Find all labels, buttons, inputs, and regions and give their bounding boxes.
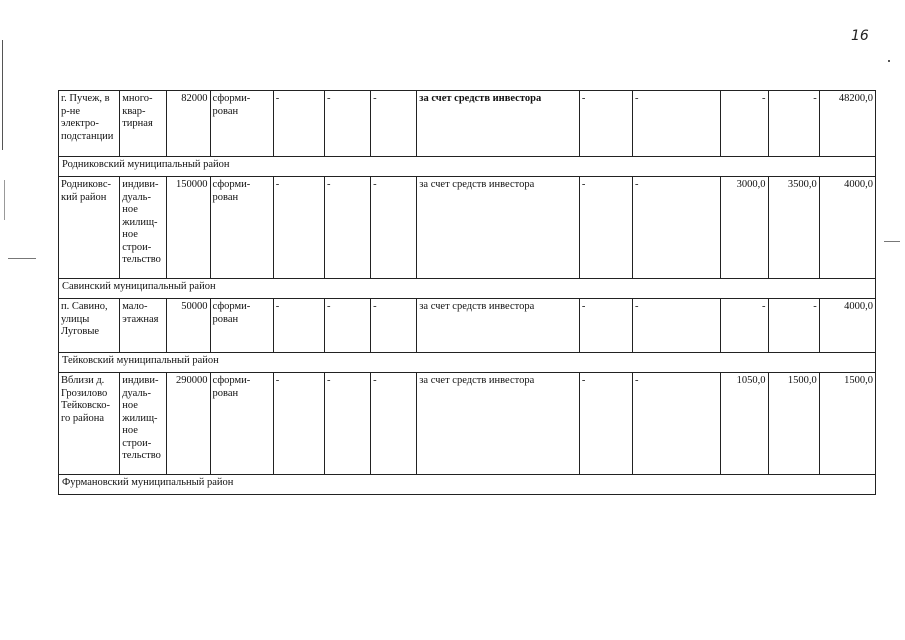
col5-cell: - (273, 299, 324, 353)
col5-cell: - (273, 373, 324, 475)
col10-cell: - (633, 373, 721, 475)
district-row (59, 279, 876, 299)
area-cell: 82000 (167, 91, 210, 157)
table-row (59, 177, 876, 279)
col13-cell: 48200,0 (819, 91, 875, 157)
col6-cell: - (324, 373, 370, 475)
col10-cell: - (633, 177, 721, 279)
district-label: Родниковский муниципальный район (59, 157, 876, 177)
col11-cell: 1050,0 (721, 373, 768, 475)
area-cell: 150000 (167, 177, 210, 279)
col7-cell: - (371, 299, 417, 353)
funding-cell: за счет средств инвестора (417, 299, 580, 353)
col12-cell: 3500,0 (768, 177, 819, 279)
building-type-cell: мало-этажная (120, 299, 167, 353)
location-cell: п. Савино, улицы Луговые (59, 299, 120, 353)
district-row (59, 157, 876, 177)
col7-cell: - (371, 91, 417, 157)
col12-cell: - (768, 299, 819, 353)
col6-cell: - (324, 177, 370, 279)
status-cell: сформи-рован (210, 299, 273, 353)
col10-cell: - (633, 299, 721, 353)
funding-cell: за счет средств инвестора (417, 373, 580, 475)
status-cell: сформи-рован (210, 177, 273, 279)
col13-cell: 4000,0 (819, 299, 875, 353)
col13-cell: 1500,0 (819, 373, 875, 475)
building-type-cell: много-квар-тирная (120, 91, 167, 157)
scan-dash (8, 258, 36, 259)
table-row (59, 299, 876, 353)
district-row (59, 353, 876, 373)
funding-cell: за счет средств инвестора (417, 91, 580, 157)
area-cell: 290000 (167, 373, 210, 475)
page-number: 16 (851, 28, 869, 44)
location-cell: Родниковс-кий район (59, 177, 120, 279)
col6-cell: - (324, 91, 370, 157)
district-label: Савинский муниципальный район (59, 279, 876, 299)
scan-margin-line (2, 40, 3, 150)
col5-cell: - (273, 91, 324, 157)
scan-margin-line (4, 180, 5, 220)
housing-sites-table (58, 90, 876, 495)
district-label: Фурмановский муниципальный район (59, 475, 876, 495)
col9-cell: - (579, 373, 632, 475)
col5-cell: - (273, 177, 324, 279)
col13-cell: 4000,0 (819, 177, 875, 279)
col11-cell: - (721, 299, 768, 353)
building-type-cell: индиви-дуаль-ное жилищ-ное строи-тельство (120, 373, 167, 475)
col6-cell: - (324, 299, 370, 353)
col9-cell: - (579, 177, 632, 279)
scan-dash (884, 241, 900, 242)
building-type-cell: индиви-дуаль-ное жилищ-ное строи-тельство (120, 177, 167, 279)
status-cell: сформи-рован (210, 373, 273, 475)
district-row (59, 475, 876, 495)
col12-cell: 1500,0 (768, 373, 819, 475)
table-row (59, 373, 876, 475)
table-row (59, 91, 876, 157)
funding-cell: за счет средств инвестора (417, 177, 580, 279)
col10-cell: - (633, 91, 721, 157)
district-label: Тейковский муниципальный район (59, 353, 876, 373)
col9-cell: - (579, 299, 632, 353)
location-cell: г. Пучеж, в р-не электро-подстанции (59, 91, 120, 157)
scan-dot (888, 60, 890, 62)
col7-cell: - (371, 177, 417, 279)
col12-cell: - (768, 91, 819, 157)
col11-cell: 3000,0 (721, 177, 768, 279)
col7-cell: - (371, 373, 417, 475)
col9-cell: - (579, 91, 632, 157)
status-cell: сформи-рован (210, 91, 273, 157)
area-cell: 50000 (167, 299, 210, 353)
location-cell: Вблизи д. Грозилово Тейковско-го района (59, 373, 120, 475)
col11-cell: - (721, 91, 768, 157)
